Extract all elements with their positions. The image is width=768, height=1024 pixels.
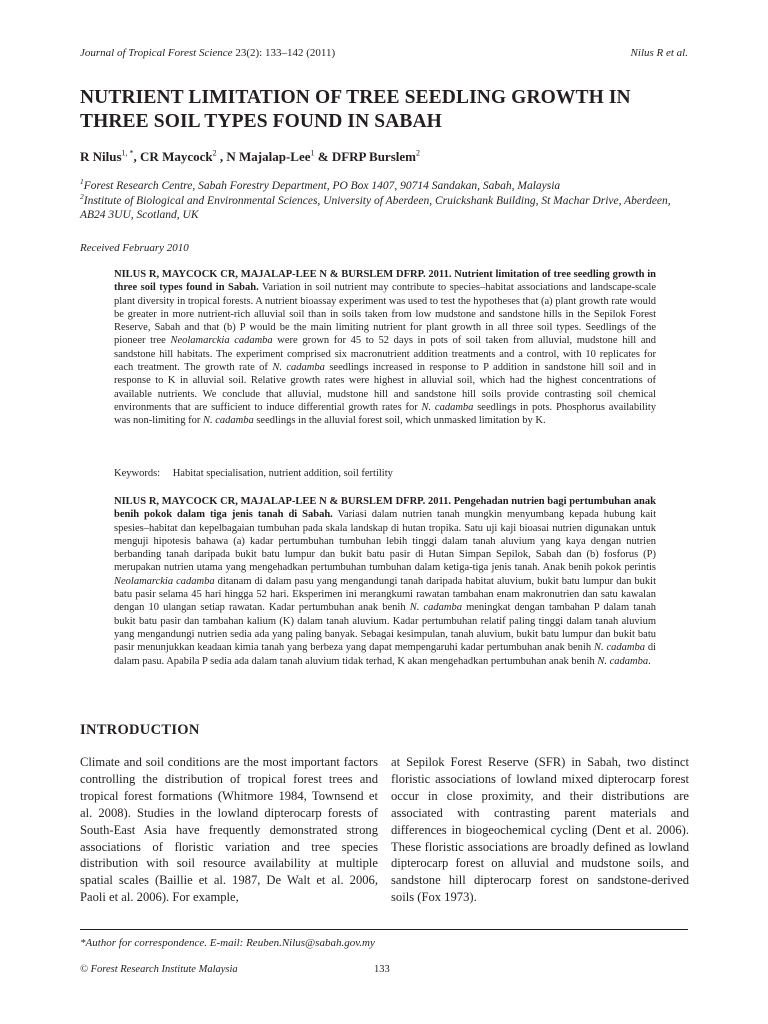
species-name: Neolamarckia cadamba (114, 575, 215, 587)
abstract-citation: NILUS R, MAYCOCK CR, MAJALAP-LEE N & BURSLEM DFRP. 2011. Pengehadan nutrien bagi pertumbuhan anak benih pokok dalam tiga jenis tanah di Sabah. (114, 496, 656, 521)
affiliation-mark: 1 (80, 177, 84, 187)
running-author: Nilus R et al. (630, 47, 688, 59)
abstract-english (114, 268, 656, 428)
abstract-text: meningkat dengan tambahan P dalam tanah bukit batu pasir dan tambahan kalium (K) dalam tanah aluvium. Kadar pertumbuhan relatif paling tinggi dalam tanah aluvium yang mengandungi nutrien sedia ada yang paling banyak. Sebagai kesimpulan, tanah aluvium, bukit batu lumpur dan bukit batu pasir menunjukkan keadaan kimia tanah yang berbeza yang dapat mempengaruhi kadar pertumbuhan anak benih (114, 602, 656, 654)
paper-title: NUTRIENT LIMITATION OF TREE SEEDLING GROWTH IN THREE SOIL TYPES FOUND IN SABAH (80, 87, 631, 132)
keywords-label: Keywords: (114, 468, 161, 479)
abstract-text: Variasi dalam nutrien tanah mungkin menyumbang kepada hubung kait spesies–habitat dan kepelbagaian tumbuhan pada skala landskap di hutan tropika. Satu uji kaji bioasai nutrien digunakan untuk menguji hipotesis bahawa (a) kadar pertumbuhan tumbuhan lebih tinggi dalam tanah aluvium yang kaya dengan nutrien berbanding tanah daripada bukit batu lumpur dan bukit batu pasir di Hutan Simpan Sepilok, Sabah dan (b) fosforus (P) merupakan nutrien utama yang mengehadkan pertumbuhan tumbuhan dalam ketiga-tiga jenis tanah. Anak benih pokok perintis (114, 509, 656, 574)
affiliation-mark: 2 (80, 191, 84, 201)
abstract-text: were grown for 45 to 52 days in pots of soil taken from alluvial, mudstone hill and sandstone hill habitats. The experiment comprised six macronutrient addition treatments and a control, with 10 replicates for each treatment. The growth rate of (114, 335, 656, 374)
body-column-right: at Sepilok Forest Reserve (SFR) in Sabah, two distinct floristic associations of lowland mixed dipterocarp forest occur in close proximity, and their distributions are associated with contrasting parent materials and differences in biogeochemical cycling (Dent et al. 2006). These floristic associations are broadly defined as lowland dipterocarp forest on alluvial and mudstone soils, and sandstone hill dipterocarp forest on sandstone-derived soils (Fox 1973). (391, 755, 689, 905)
page-footer (80, 964, 688, 978)
abstract-text: ditanam di dalam pasu yang mengandungi tanah daripada habitat aluvium, bukit batu lumpur dan bukit batu pasir selama 45 hari hingga 52 hari. Eksperimen ini merangkumi rawatan tambahan enam makronutrien dan satu kawalan dengan 10 ulangan setiap rawatan. Kadar pertumbuhan anak benih (114, 575, 656, 614)
species-name: N. cadamba (409, 602, 462, 614)
abstract-text: . (648, 655, 651, 667)
journal-issue: 23(2): 133–142 (2011) (232, 47, 336, 59)
abstract-text: seedlings increased in response to P addition in sandstone hill soil and in response to K in alluvial soil. Relative growth rates were highest in alluvial soil, which had the highest concentrations of available nutrients. We conclude that alluvial, mudstone hill and sandstone hill soils provide contrasting soil chemical environments that are sufficient to induce differential growth rates for (114, 362, 657, 413)
author-name: N Majalap-Lee (226, 149, 311, 164)
copyright-notice: © Forest Research Institute Malaysia (80, 964, 238, 975)
author-list (80, 149, 698, 165)
author-affiliation-mark: 2 (415, 148, 420, 158)
keywords (114, 468, 656, 479)
journal-citation (80, 47, 335, 59)
author-affiliation-mark: 1, * (121, 148, 134, 158)
abstract-citation: NILUS R, MAYCOCK CR, MAJALAP-LEE N & BURSLEM DFRP. 2011. Nutrient limitation of tree seedling growth in three soil types found in Sabah. (114, 269, 656, 294)
affiliation-text: Institute of Biological and Environmental Sciences, University of Aberdeen, Cruickshank Building, St Machar Drive, Aberdeen, AB24 3UU, Scotland, UK (80, 194, 671, 221)
abstract-text: seedlings in pots. Phosphorus availability was non-limiting for (114, 401, 656, 427)
affiliation-2 (80, 191, 690, 223)
author-separator: , (133, 149, 141, 164)
abstract-text: Variation in soil nutrient may contribute to species–habitat associations and landscape-scale plant diversity in tropical forests. A nutrient bioassay experiment was used to test the hypotheses that (a) plant growth rate would be greater in more nutrient-rich alluvial soil than in soils taken from low mudstone and sandstone hills in the Sepilok Forest Reserve, Sabah and that (b) P would be the main limiting nutrient for plant growth in all three soil types. Seedlings of the pioneer tree (114, 282, 656, 347)
running-header (80, 47, 688, 63)
affiliation-1 (80, 179, 690, 194)
author-separator: , (216, 149, 227, 164)
footnote-divider (80, 929, 688, 930)
author-name: CR Maycock (140, 149, 213, 164)
species-name: N. cadamba (421, 401, 474, 413)
species-name: N. cadamba (272, 362, 325, 374)
species-name: Neolamarckia cadamba (170, 335, 273, 347)
abstract-text: di dalam pasu. Apabila P sedia ada dalam tanah aluvium tidak terhad, K akan mengehadkan pertumbuhan anak benih (114, 642, 656, 667)
body-column-left: Climate and soil conditions are the most important factors controlling the distribution of tropical forest trees and tropical forest formations (Whitmore 1984, Townsend et al. 2008). Studies in the lowland dipterocarp forests of South-East Asia have frequently demonstrated strong associations of floristic variation and tree species distribution with soil resource availability at multiple spatial scales (Baillie et al. 1987, De Walt et al. 2006, Paoli et al. 2006). For example, (80, 755, 378, 905)
author-affiliation-mark: 1 (310, 148, 315, 158)
correspondence-footnote: *Author for correspondence. E-mail: Reuben.Nilus@sabah.gov.my (80, 937, 375, 949)
species-name: N. cadamba (593, 642, 645, 654)
author-name: R Nilus (80, 149, 122, 164)
author-name: DFRP Burslem (331, 149, 416, 164)
author-separator: & (314, 149, 332, 164)
keywords-text: Habitat specialisation, nutrient addition, soil fertility (172, 468, 393, 479)
abstract-malay (114, 495, 656, 668)
affiliation-text: Forest Research Centre, Sabah Forestry Department, PO Box 1407, 90714 Sandakan, Sabah, Malaysia (83, 180, 561, 192)
species-name: N. cadamba (597, 655, 649, 667)
page-number: 133 (374, 964, 390, 975)
received-date: Received February 2010 (80, 242, 189, 254)
section-heading-introduction: INTRODUCTION (80, 722, 200, 738)
species-name: N. cadamba (202, 415, 254, 427)
affiliations (80, 179, 690, 223)
abstract-text: seedlings in the alluvial forest soil, which unmasked limitation by K. (253, 415, 546, 427)
author-affiliation-mark: 2 (212, 148, 217, 158)
journal-name: Journal of Tropical Forest Science (80, 47, 233, 59)
